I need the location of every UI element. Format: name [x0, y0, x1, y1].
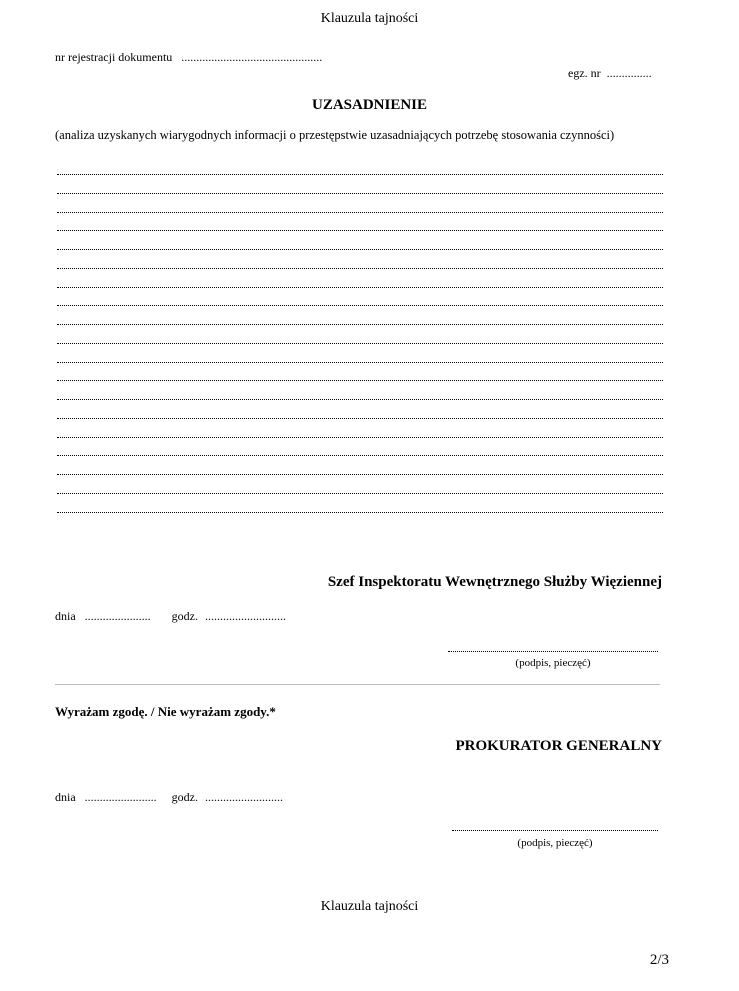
- signature-line-2[interactable]: [452, 830, 658, 831]
- consent-statement[interactable]: Wyrażam zgodę. / Nie wyrażam zgody.*: [55, 704, 276, 719]
- date-label: dnia: [55, 609, 76, 623]
- time-label: godz.: [171, 790, 198, 804]
- justification-line: [57, 455, 663, 456]
- date-time-line-1: [55, 609, 286, 624]
- time-field[interactable]: ...........................: [205, 609, 286, 623]
- signature-caption-2: (podpis, pieczęć): [517, 837, 593, 849]
- signer-title-prosecutor: PROKURATOR GENERALNY: [455, 738, 662, 754]
- section-divider: [55, 684, 660, 685]
- document-subtitle: (analiza uzyskanych wiarygodnych informacji o przestępstwie uzasadniających potrzebę stosowania czynności): [55, 128, 615, 142]
- justification-line: [57, 474, 663, 475]
- date-label: dnia: [55, 790, 76, 804]
- justification-line: [57, 343, 663, 344]
- registration-value[interactable]: ...............................................: [181, 50, 323, 64]
- justification-line: [57, 399, 663, 400]
- date-field[interactable]: ........................: [84, 790, 157, 804]
- signature-line-1[interactable]: [448, 651, 658, 652]
- justification-line: [57, 380, 663, 381]
- justification-line: [57, 362, 663, 363]
- signer-title-inspectorate: Szef Inspektoratu Wewnętrznego Służby Więziennej: [327, 574, 662, 590]
- justification-line: [57, 174, 663, 175]
- document-title: UZASADNIENIE: [311, 97, 428, 113]
- justification-line: [57, 268, 663, 269]
- justification-line: [57, 437, 663, 438]
- date-field[interactable]: ......................: [84, 609, 151, 623]
- time-label: godz.: [171, 609, 198, 623]
- signature-caption-1: (podpis, pieczęć): [515, 657, 591, 669]
- date-time-line-2: [55, 790, 283, 805]
- justification-line: [57, 493, 663, 494]
- justification-line: [57, 512, 663, 513]
- justification-line: [57, 212, 663, 213]
- copy-number-line: [568, 66, 652, 81]
- justification-line: [57, 305, 663, 306]
- page-number: 2/3: [649, 952, 669, 968]
- registration-line: [55, 50, 322, 65]
- copy-number-value[interactable]: ...............: [606, 66, 652, 80]
- classification-header: Klauzula tajności: [320, 11, 419, 26]
- justification-line: [57, 193, 663, 194]
- registration-label: nr rejestracji dokumentu: [55, 50, 173, 64]
- copy-number-label: egz. nr: [568, 66, 601, 80]
- justification-line: [57, 324, 663, 325]
- justification-line: [57, 249, 663, 250]
- justification-line: [57, 287, 663, 288]
- justification-line: [57, 230, 663, 231]
- justification-line: [57, 418, 663, 419]
- classification-footer: Klauzula tajności: [320, 899, 419, 914]
- time-field[interactable]: ..........................: [205, 790, 283, 804]
